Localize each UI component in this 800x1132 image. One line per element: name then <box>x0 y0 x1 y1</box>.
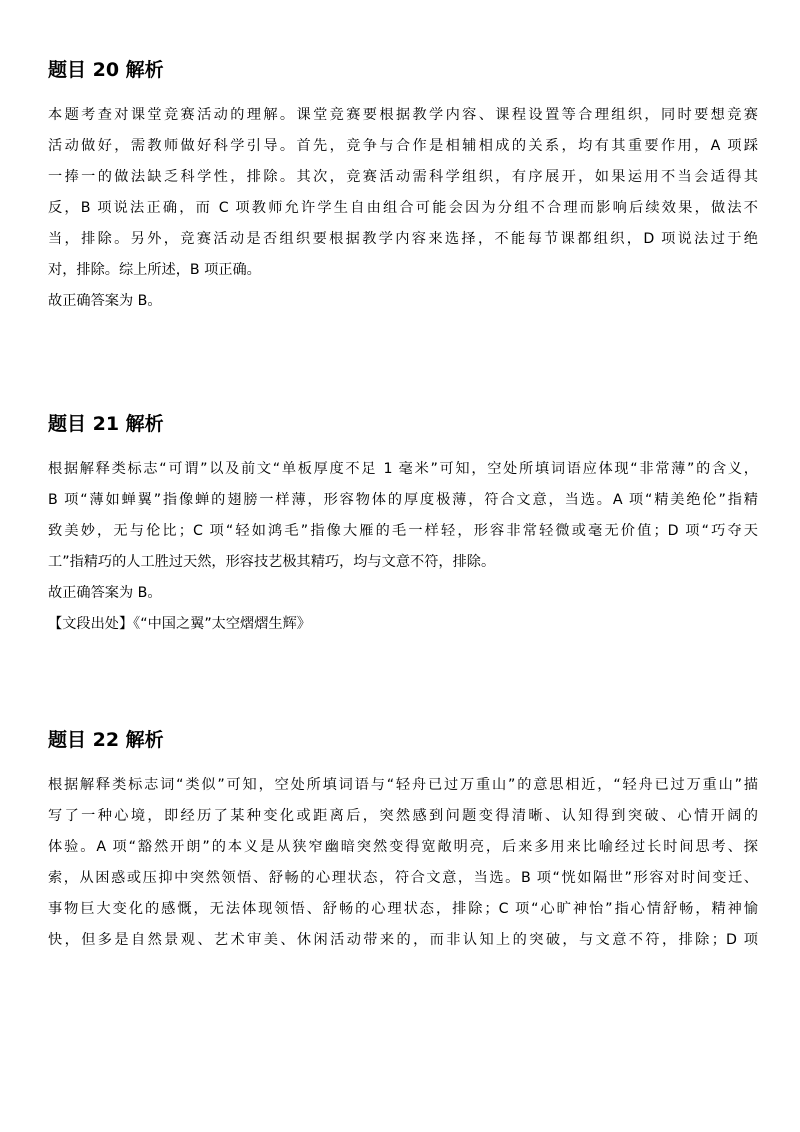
text-line: 对，排除。综上所述，B 项正确。 <box>48 262 261 278</box>
text-line: 反，B 项说法正确，而 C 项教师允许学生自由组合可能会因为分组不合理而影响后续效果，做法不 <box>48 200 758 216</box>
text-line: 致美妙，无与伦比；C 项“轻如鸿毛”指像大雁的毛一样轻，形容非常轻微或毫无价值；D 项“巧夺天 <box>48 523 758 539</box>
text-line: 根据解释类标志“可谓”以及前文“单板厚度不足 1 毫米”可知，空处所填词语应体现“非常薄”的含义， <box>48 461 758 477</box>
text-line: 一捧一的做法缺乏科学性，排除。其次，竞赛活动需科学组织，有序展开，如果运用不当会适得其 <box>48 169 758 185</box>
text-line: 当，排除。另外，竞赛活动是否组织要根据教学内容来选择，不能每节课都组织，D 项说法过于绝 <box>48 231 758 247</box>
section-title: 题目 21 解析 <box>48 413 164 435</box>
section-question-21 <box>48 412 758 640</box>
text-line: B 项“薄如蝉翼”指像蝉的翅膀一样薄，形容物体的厚度极薄，符合文意，当选。A 项“精美绝伦”指精 <box>48 492 758 508</box>
text-line: 快，但多是自然景观、艺术审美、休闲活动带来的，而非认知上的突破，与文意不符，排除；D 项 <box>48 932 758 948</box>
section-title: 题目 22 解析 <box>48 729 164 751</box>
text-line: 工”指精巧的人工胜过天然，形容技艺极其精巧，均与文意不符，排除。 <box>48 554 496 570</box>
explanation-paragraph <box>48 770 758 956</box>
text-line: 体验。A 项“豁然开朗”的本义是从狭窄幽暗突然变得宽敞明亮，后来多用来比喻经过长时间思考、探 <box>48 839 758 855</box>
section-question-20 <box>48 58 758 317</box>
explanation-paragraph <box>48 454 758 578</box>
text-line: 事物巨大变化的感慨，无法体现领悟、舒畅的心理状态，排除；C 项“心旷神怡”指心情舒畅，精神愉 <box>48 901 758 917</box>
text-line: 索，从困惑或压抑中突然领悟、舒畅的心理状态，符合文意，当选。B 项“恍如隔世”形容对时间变迁、 <box>48 870 758 886</box>
text-line: 写了一种心境，即经历了某种变化或距离后，突然感到问题变得清晰、认知得到突破、心情开阔的 <box>48 808 758 824</box>
source-citation: 【文段出处】《“中国之翼”太空熠熠生辉》 <box>48 616 311 632</box>
section-question-22 <box>48 728 758 956</box>
text-line: 根据解释类标志词“类似”可知，空处所填词语与“轻舟已过万重山”的意思相近，“轻舟已过万重山”描 <box>48 777 758 793</box>
section-title: 题目 20 解析 <box>48 59 164 81</box>
answer-text: 故正确答案为 B。 <box>48 293 162 309</box>
explanation-paragraph <box>48 100 758 286</box>
text-line: 活动做好，需教师做好科学引导。首先，竞争与合作是相辅相成的关系，均有其重要作用，A 项踩 <box>48 138 758 154</box>
answer-text: 故正确答案为 B。 <box>48 585 162 601</box>
text-line: 本题考查对课堂竞赛活动的理解。课堂竞赛要根据教学内容、课程设置等合理组织，同时要想竞赛 <box>48 107 758 123</box>
